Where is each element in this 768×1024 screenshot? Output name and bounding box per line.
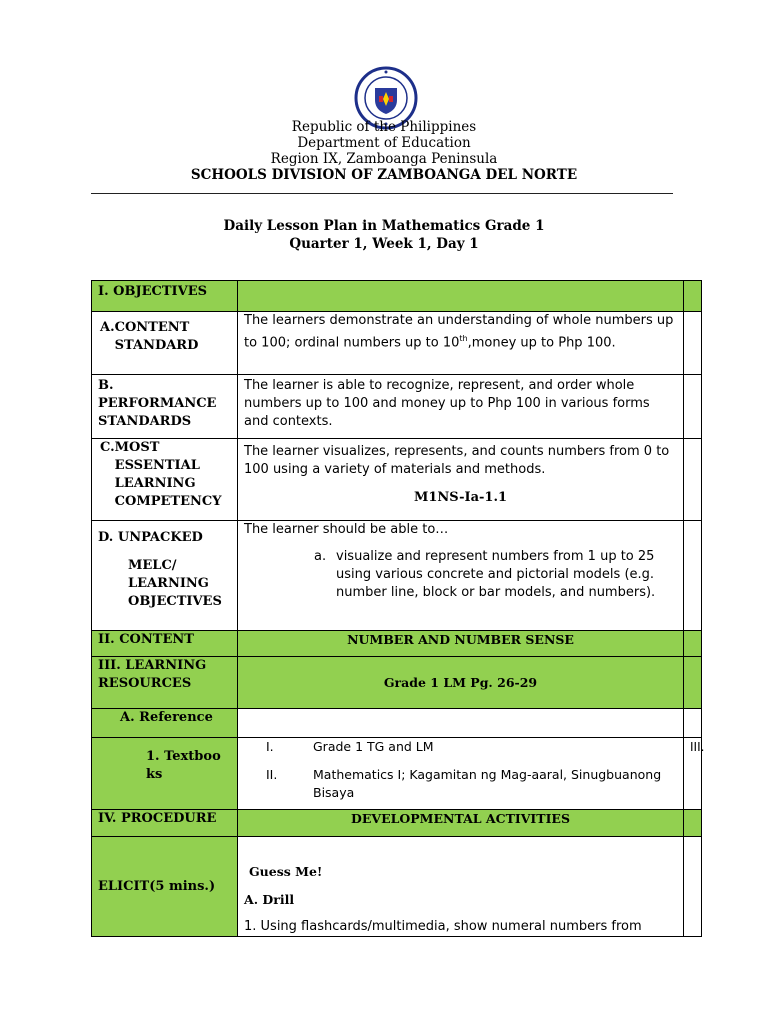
header-divider <box>91 193 673 194</box>
department-line: Department of Education <box>297 135 471 151</box>
reference-label: A. Reference <box>92 709 238 738</box>
learning-resources-label: III. LEARNING RESOURCES <box>92 657 238 709</box>
learning-resources-row <box>92 657 702 709</box>
elicit-drill: A. Drill <box>244 892 295 907</box>
region-line: Region IX, Zamboanga Peninsula <box>270 151 498 167</box>
elicit-step-1: 1. Using flashcards/multimedia, show numeral numbers from <box>244 919 642 934</box>
melc-text: The learner visualizes, represents, and counts numbers from 0 to 100 using a variety of materials and methods. <box>244 444 670 477</box>
content-row <box>92 631 702 657</box>
content-standard-text: The learners demonstrate an understanding of whole numbers up to 100; ordinal numbers up to 10th,money up to Php 100. <box>238 312 684 375</box>
textbook-item <box>266 738 677 756</box>
textbook-item <box>266 766 677 802</box>
procedure-value: DEVELOPMENTAL ACTIVITIES <box>238 810 684 837</box>
melc-label: MOST ESSENTIAL LEARNING COMPETENCY <box>114 440 222 509</box>
elicit-row <box>92 837 702 937</box>
unpacked-item-text: visualize and represent numbers from 1 up to 25 using various concrete and pictorial models (e.g. number line, block or bar models, and numbers). <box>336 549 656 600</box>
melc-row <box>92 439 702 521</box>
reference-row <box>92 709 702 738</box>
elicit-label: ELICIT(5 mins.) <box>92 837 238 937</box>
content-value: NUMBER AND NUMBER SENSE <box>238 631 684 657</box>
performance-standards-row <box>92 375 702 439</box>
lesson-plan-table <box>91 280 705 937</box>
procedure-row <box>92 810 702 837</box>
performance-standards-text: The learner is able to recognize, represent, and order whole numbers up to 100 and money up to Php 100 in various forms and contexts. <box>238 375 684 439</box>
textbook-overflow-marker: III. <box>684 738 702 810</box>
textbooks-row <box>92 738 702 810</box>
content-standard-row <box>92 312 702 375</box>
content-standard-letter: A. <box>100 320 115 335</box>
unpacked-row <box>92 521 702 631</box>
elicit-title: Guess Me! <box>249 864 323 879</box>
objectives-row <box>92 281 702 312</box>
republic-line: Republic of the Philippines <box>291 119 477 135</box>
unpacked-intro: The learner should be able to… <box>244 522 449 537</box>
content-label: II. CONTENT <box>92 631 238 657</box>
melc-code: M1NS-Ia-1.1 <box>413 490 508 505</box>
lesson-plan-subtitle: Quarter 1, Week 1, Day 1 <box>289 236 479 252</box>
textbooks-label: 1. Textboo ks <box>92 738 238 810</box>
textbook-item-marker: I. <box>266 739 274 754</box>
unpacked-item-marker: a. <box>314 549 327 564</box>
lesson-plan-title: Daily Lesson Plan in Mathematics Grade 1 <box>223 218 545 234</box>
textbook-item-marker: II. <box>266 767 278 782</box>
procedure-label: IV. PROCEDURE <box>92 810 238 837</box>
unpacked-objective-item <box>244 548 677 602</box>
division-line: SCHOOLS DIVISION OF ZAMBOANGA DEL NORTE <box>190 167 578 183</box>
performance-standards-label: B. PERFORMANCE STANDARDS <box>92 375 238 439</box>
unpacked-label-2: MELC/ LEARNING OBJECTIVES <box>128 558 222 609</box>
learning-resources-value: Grade 1 LM Pg. 26-29 <box>238 657 684 709</box>
melc-letter: C. <box>100 440 115 455</box>
textbook-item-text: Grade 1 TG and LM <box>313 739 434 754</box>
objectives-label: I. OBJECTIVES <box>92 281 238 312</box>
textbook-item-text: Mathematics I; Kagamitan ng Mag-aaral, Sinugbuanong Bisaya <box>313 767 662 800</box>
unpacked-label: D. UNPACKED <box>98 530 203 545</box>
content-standard-label: CONTENT STANDARD <box>114 320 199 353</box>
